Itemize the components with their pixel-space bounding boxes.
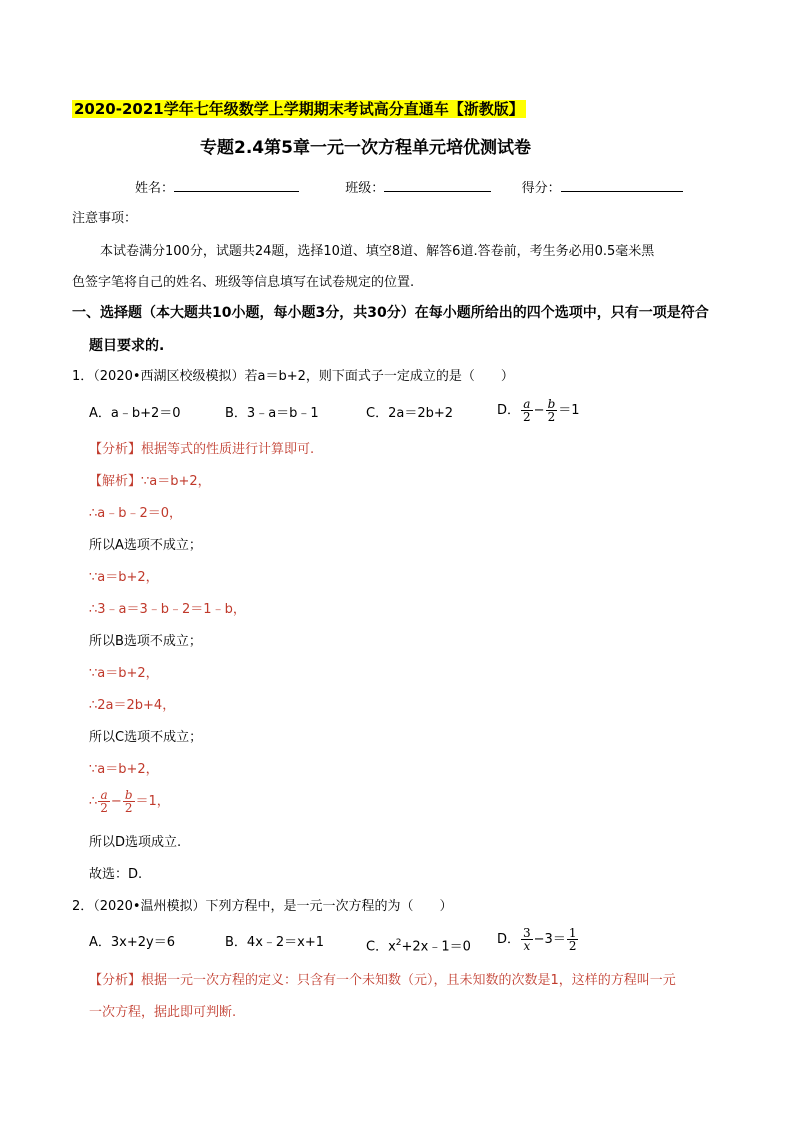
fraction-denominator: 2 [100, 801, 108, 815]
page-title: 专题2.4第5章一元一次方程单元培优测试卷 [200, 138, 531, 158]
analysis-tag: 【分析】 [89, 442, 142, 457]
section-heading-line-1: 一、选择题（本大题共10小题，每小题3分，共30分）在每小题所给出的四个选项中，只有一项是符合 [72, 305, 709, 321]
superscript: 2 [395, 938, 402, 948]
name-blank [174, 177, 299, 192]
q1-option-d-fraction-b [546, 398, 558, 423]
fraction-numerator: a [98, 789, 110, 802]
q1-solution-step: ∵a＝b+2， [89, 762, 159, 777]
fraction-denominator: x [523, 939, 531, 953]
class-label: 班级： [345, 181, 385, 196]
q2-option-c [366, 934, 471, 956]
solution-step: ∵a＝b+2， [141, 474, 211, 489]
therefore-sign: ∴ [89, 794, 98, 809]
equals-one: ＝1 [558, 403, 580, 418]
q1-solution-step: ∴a﹣b﹣2＝0， [89, 506, 183, 521]
notes-line-1: 本试卷满分100分，试题共24题，选择10道、填空8道、解答6道.答卷前，考生务必用0.5毫米黑 [100, 244, 655, 259]
solution-fraction-a [98, 789, 110, 814]
solution-tag: 【解析】 [89, 474, 142, 489]
equals-one: ＝1， [135, 794, 170, 809]
q2-option-d-fraction-a [521, 927, 533, 952]
q1-solution-step: ∵a＝b+2， [89, 666, 159, 681]
class-blank [384, 177, 491, 192]
q2-option-d-fraction-b [567, 927, 579, 952]
header-banner [72, 100, 526, 119]
analysis-text: 根据一元一次方程的定义：只含有一个未知数（元），且未知数的次数是1，这样的方程叫一元 [141, 973, 676, 988]
q1-option-d-fraction-a [521, 398, 533, 423]
question-2-stem: 2．（2020•温州模拟）下列方程中，是一元一次方程的为（ ） [72, 899, 453, 914]
q1-answer: 故选：D. [89, 867, 143, 882]
notes-line-2: 色签字笔将自己的姓名、班级等信息填写在试卷规定的位置. [72, 275, 415, 290]
q2-option-a: A．3x+2y＝6 [89, 935, 175, 950]
info-line [135, 177, 683, 198]
name-label: 姓名： [135, 181, 175, 196]
q2-option-b: B．4x﹣2＝x+1 [225, 935, 325, 950]
q1-option-d-label: D． [497, 403, 521, 418]
fraction-denominator: 2 [568, 939, 577, 953]
score-blank [561, 177, 683, 192]
question-1-stem: 1．（2020•西湖区校级模拟）若a＝b+2，则下面式子一定成立的是（ ） [72, 369, 514, 384]
q1-solution-start [89, 473, 211, 491]
score-label: 得分： [521, 181, 561, 196]
q2-analysis [89, 972, 676, 990]
fraction-numerator: b [547, 397, 556, 411]
q1-solution-step: 所以D选项成立. [89, 835, 182, 850]
option-c-post: +2x﹣1＝0 [401, 939, 471, 955]
fraction-denominator: 2 [124, 801, 133, 815]
q1-analysis [89, 441, 314, 459]
fraction-numerator: 3 [523, 926, 531, 940]
minus-sign: − [533, 403, 545, 418]
q1-solution-step: 所以A选项不成立； [89, 538, 202, 553]
q1-option-d [497, 398, 580, 423]
q1-solution-step: ∴3﹣a＝3﹣b﹣2＝1﹣b， [89, 602, 246, 617]
q1-solution-step-fraction [89, 789, 170, 814]
q1-option-c: C．2a＝2b+2 [366, 406, 454, 421]
fraction-numerator: a [521, 398, 533, 411]
q1-solution-step: 所以C选项不成立； [89, 730, 203, 745]
section-heading-line-2: 题目要求的. [89, 338, 165, 354]
solution-fraction-b [123, 789, 135, 814]
fraction-numerator: b [124, 788, 133, 802]
minus-sign: − [110, 794, 122, 809]
q1-option-b: B．3﹣a＝b﹣1 [225, 406, 319, 421]
q1-solution-step: 所以B选项不成立； [89, 634, 202, 649]
q2-option-d [497, 927, 579, 952]
analysis-text: 根据等式的性质进行计算即可. [141, 442, 315, 457]
minus-three-equals: −3＝ [533, 932, 566, 947]
fraction-numerator: 1 [568, 926, 577, 940]
banner-text: 2020-2021学年七年级数学上学期期末考试高分直通车【浙教版】 [74, 100, 524, 118]
q2-option-d-label: D． [497, 932, 521, 947]
q1-solution-step: ∵a＝b+2， [89, 570, 159, 585]
option-c-pre: C．x [366, 939, 396, 955]
q1-solution-step: ∴2a＝2b+4， [89, 698, 176, 713]
fraction-denominator: 2 [523, 410, 531, 424]
q1-option-a: A．a﹣b+2＝0 [89, 406, 181, 421]
analysis-tag: 【分析】 [89, 973, 142, 988]
notes-heading: 注意事项： [72, 211, 138, 226]
q2-analysis-line-2: 一次方程，据此即可判断. [89, 1005, 237, 1020]
fraction-denominator: 2 [547, 410, 556, 424]
